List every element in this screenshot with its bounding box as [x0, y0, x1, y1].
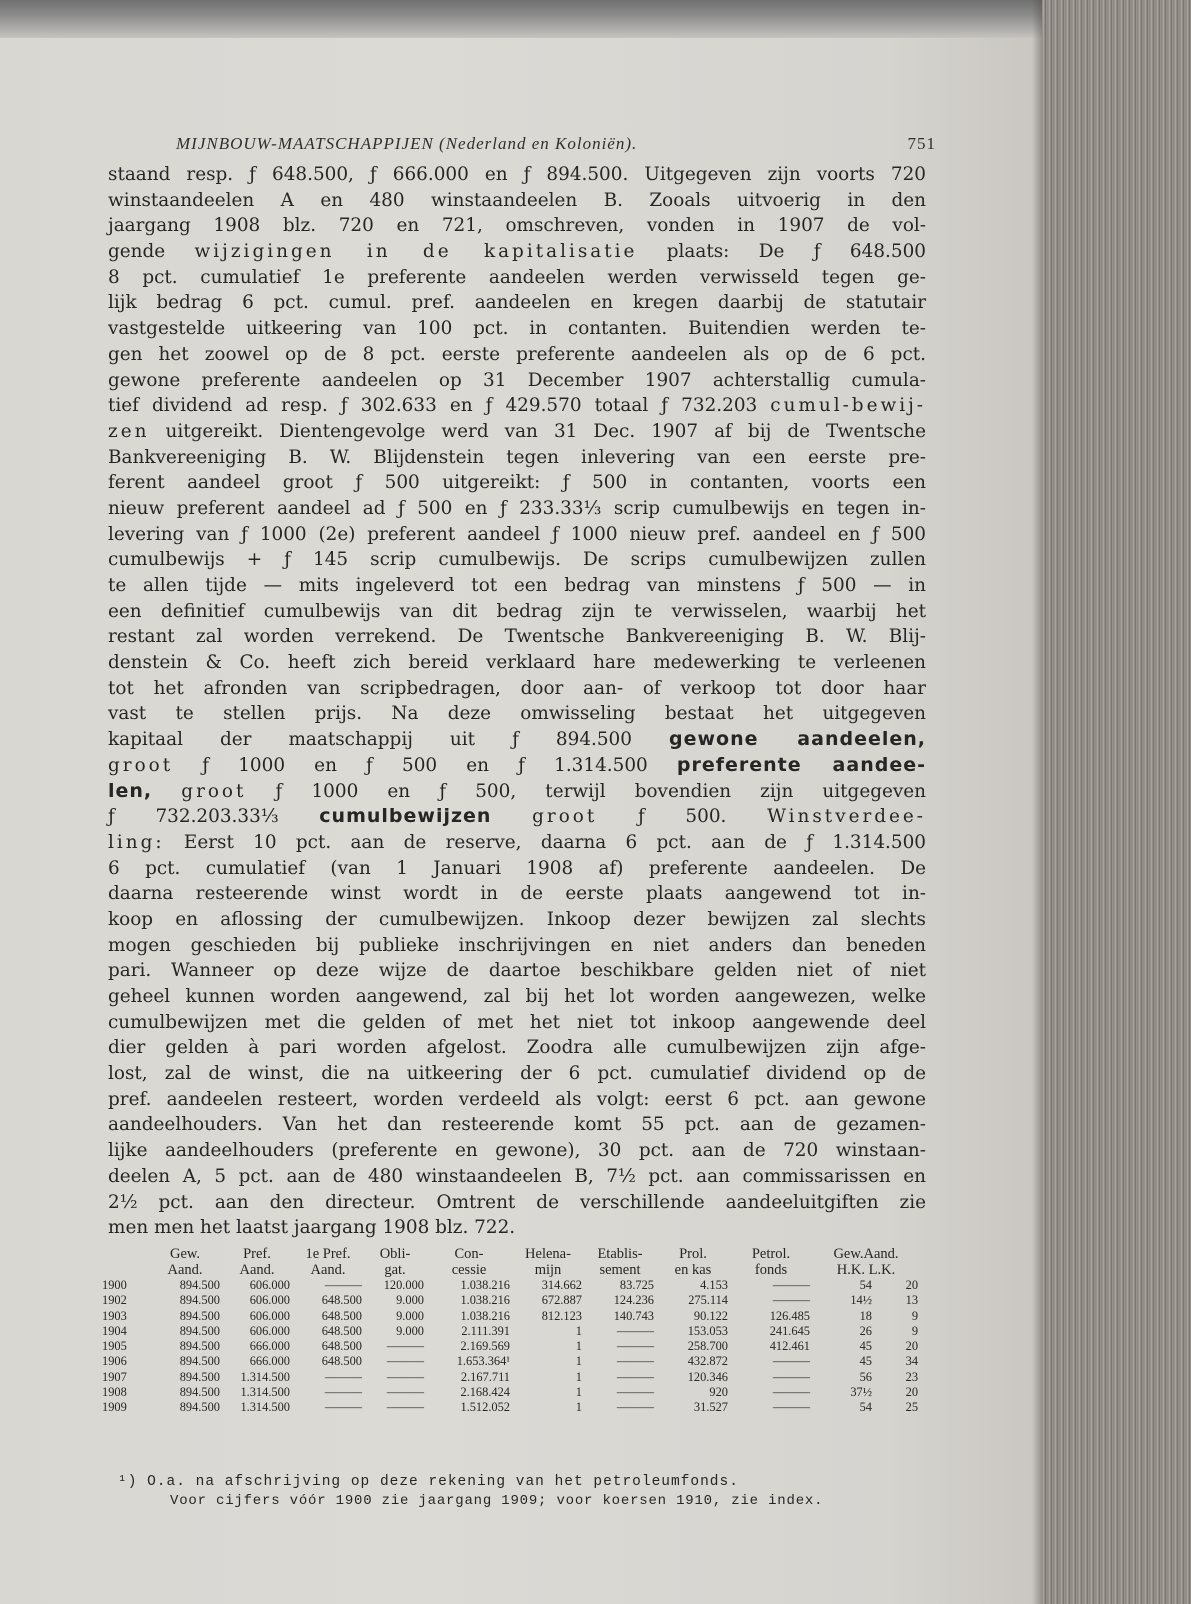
table-cell: 672.887: [541, 1293, 582, 1308]
table-cell: ———: [616, 1400, 654, 1415]
table-cell: 13: [905, 1293, 919, 1308]
body-line: [108, 162, 926, 188]
table-row: [100, 1293, 920, 1308]
table-cell: 9.000: [396, 1323, 424, 1338]
table-row: [100, 1278, 920, 1293]
body-line: [108, 1138, 926, 1164]
body-line: [108, 239, 926, 265]
year-cell: 1905: [102, 1339, 127, 1354]
table-cell: 1: [575, 1369, 582, 1384]
text-run: 2½ pct. aan den directeur. Omtrent de verschillende aandeeluitgiften zie: [108, 1191, 926, 1213]
table-cell: 258.700: [687, 1339, 728, 1354]
column-header: 1e Pref.: [305, 1246, 351, 1262]
table-cell: 126.485: [769, 1308, 810, 1323]
table-cell: 20: [905, 1339, 919, 1354]
body-line: [108, 599, 926, 625]
table-cell: 1.038.216: [460, 1293, 510, 1308]
bold-heading-text: len,: [108, 779, 153, 802]
table-cell: 4.153: [700, 1278, 728, 1292]
body-line: [108, 804, 926, 830]
text-run: cumulbewijzen met die gelden of met het niet tot inkoop aangewende deel: [108, 1011, 926, 1033]
table-cell: ———: [772, 1385, 810, 1400]
table-cell: 120.346: [687, 1369, 728, 1384]
running-head: [176, 134, 936, 158]
text-run: lijke aandeelhouders (preferente en gewone), 30 pct. aan de 720 winstaan-: [108, 1140, 926, 1162]
body-text: [108, 162, 926, 1262]
table-cell: 14½: [850, 1293, 872, 1308]
table-cell: ———: [386, 1369, 424, 1384]
text-run: [491, 806, 532, 827]
table-cell: 140.743: [613, 1308, 654, 1323]
footnote-2: Voor cijfers vóór 1900 zie jaargang 1909; voor koersen 1910, zie index.: [170, 1493, 824, 1509]
text-run: vastgestelde uitkeering van 100 pct. in contanten. Buitendien werden te-: [108, 318, 926, 340]
body-line: [108, 984, 926, 1010]
page-number: 751: [907, 134, 936, 153]
table-cell: ———: [324, 1400, 362, 1415]
table-cell: ———: [772, 1400, 810, 1415]
text-run: deelen A, 5 pct. aan de 480 winstaandeelen B, 7½ pct. aan commissarissen en: [108, 1165, 926, 1187]
body-line: [108, 958, 926, 984]
table-cell: 1.314.500: [240, 1385, 290, 1400]
table-cell: ———: [386, 1400, 424, 1415]
text-run: ƒ 500.: [597, 806, 768, 828]
table-cell: 26: [859, 1323, 872, 1338]
table-body: [100, 1278, 920, 1416]
table-cell: ———: [616, 1339, 654, 1354]
table-cell: 1.314.500: [240, 1400, 290, 1415]
spaced-text: groot: [532, 806, 598, 828]
spaced-text: zen: [108, 420, 150, 442]
text-run: lost, zal de winst, die na uitkeering der 6 pct. cumulatief dividend op de: [108, 1063, 926, 1085]
body-line: [108, 342, 926, 368]
table-cell: 153.053: [687, 1323, 728, 1338]
body-line: [108, 907, 926, 933]
table-cell: 920: [709, 1385, 728, 1400]
table-cell: 120.000: [383, 1278, 424, 1292]
table-cell: 2.111.391: [461, 1323, 510, 1338]
column-header: [100, 1246, 148, 1262]
table-cell: 894.500: [179, 1400, 220, 1415]
table-cell: ———: [386, 1385, 424, 1400]
column-header: cessie: [451, 1262, 487, 1278]
table-cell: 1.038.216: [460, 1278, 510, 1292]
table-cell: ———: [772, 1369, 810, 1384]
table-cell: 241.645: [769, 1323, 810, 1338]
table-cell: ———: [772, 1293, 810, 1308]
table-row: [100, 1400, 920, 1415]
text-run: Bankvereeniging B. W. Blijdenstein tegen inlevering van een eerste pre-: [108, 446, 926, 468]
column-header: Gew.Aand.: [833, 1246, 899, 1262]
table-cell: ———: [772, 1278, 810, 1292]
table-cell: 9: [911, 1308, 919, 1323]
text-run: tief dividend ad resp. ƒ 302.633 en ƒ 429.570 totaal ƒ 732.203: [108, 395, 771, 417]
table-cell: 54: [859, 1400, 872, 1415]
text-run: uitgereikt. Dientengevolge werd van 31 Dec. 1907 af bij de Twentsche: [149, 420, 926, 442]
table-cell: 606.000: [249, 1323, 290, 1338]
column-header: Aand.: [167, 1262, 203, 1278]
text-run: restant zal worden verrekend. De Twentsche Bankvereeniging B. W. Blij-: [108, 626, 926, 648]
body-line: [108, 1087, 926, 1113]
column-header: Obli-: [379, 1246, 411, 1262]
table-cell: 894.500: [179, 1308, 220, 1323]
table-cell: 812.123: [541, 1308, 582, 1323]
table-cell: 606.000: [249, 1293, 290, 1308]
text-run: nieuw preferent aandeel ad ƒ 500 en ƒ 233.33⅓ scrip cumulbewijs en tegen in-: [108, 497, 926, 519]
year-cell: 1908: [102, 1385, 127, 1400]
table-cell: ———: [324, 1385, 362, 1400]
body-line: [108, 856, 926, 882]
body-line: [108, 265, 926, 291]
column-header: Etablis-: [597, 1246, 643, 1262]
table-cell: 20: [905, 1385, 919, 1400]
body-line: [108, 393, 926, 419]
table-cell: 2.167.711: [460, 1369, 510, 1384]
body-line: [108, 1215, 926, 1241]
table-header-row: [100, 1262, 920, 1278]
column-header: Gew.: [169, 1246, 201, 1262]
body-line: [108, 547, 926, 573]
text-run: cumulbewijs + ƒ 145 scrip cumulbewijs. De scrips cumulbewijzen zullen: [108, 549, 926, 571]
year-cell: 1904: [102, 1323, 127, 1338]
body-line: [108, 445, 926, 471]
body-line: [108, 316, 926, 342]
table-cell: ———: [616, 1385, 654, 1400]
table-cell: 18: [859, 1308, 872, 1323]
table-header: [100, 1246, 920, 1278]
year-cell: 1907: [102, 1369, 127, 1384]
table-row: [100, 1354, 920, 1369]
text-run: staand resp. ƒ 648.500, ƒ 666.000 en ƒ 894.500. Uitgegeven zijn voorts 720: [108, 164, 926, 185]
body-line: [108, 213, 926, 239]
table-cell: 124.236: [613, 1293, 654, 1308]
body-line: [108, 933, 926, 959]
column-header: Aand.: [310, 1262, 346, 1278]
table-cell: 648.500: [321, 1323, 362, 1338]
spaced-text: ling:: [108, 831, 165, 853]
table-cell: 648.500: [321, 1354, 362, 1369]
body-line: [108, 1112, 926, 1138]
table-cell: 1: [575, 1323, 582, 1338]
column-header: Prol.: [679, 1246, 707, 1262]
text-run: mogen geschieden bij publieke inschrijvingen en niet anders dan beneden: [108, 934, 926, 956]
table-cell: 894.500: [179, 1278, 220, 1292]
page-top-shadow: [0, 0, 1042, 38]
column-header: H.K. L.K.: [836, 1262, 896, 1278]
body-line: [108, 881, 926, 907]
table-cell: 2.168.424: [460, 1385, 510, 1400]
body-line: [108, 290, 926, 316]
table-cell: 1: [575, 1354, 582, 1369]
table-cell: 314.662: [541, 1278, 582, 1292]
year-cell: 1902: [102, 1293, 127, 1308]
text-run: geheel kunnen worden aangewend, zal bij het lot worden aangewezen, welke: [108, 986, 926, 1007]
table-cell: 1: [575, 1385, 582, 1400]
spaced-text: cumul-bewij-: [770, 395, 926, 417]
text-run: koop en aflossing der cumulbewijzen. Inkoop dezer bewijzen zal slechts: [108, 908, 926, 930]
text-run: [152, 781, 181, 802]
text-run: gewone preferente aandeelen op 31 December 1907 achterstallig cumula-: [108, 369, 926, 391]
table-cell: 2.169.569: [460, 1339, 510, 1354]
bold-heading-text: cumulbewijzen: [319, 805, 492, 828]
table-cell: 1: [575, 1339, 582, 1354]
column-header: Petrol.: [751, 1246, 791, 1262]
table-cell: 648.500: [321, 1293, 362, 1308]
spaced-text: groot: [181, 780, 247, 802]
table-cell: 31.527: [693, 1400, 728, 1415]
spaced-text: Winstverdee-: [767, 806, 927, 828]
spaced-text: wijzigingen in de kapitalisatie: [194, 241, 638, 263]
table-cell: ———: [616, 1369, 654, 1384]
table-cell: 9: [911, 1323, 919, 1338]
table-cell: ———: [616, 1323, 654, 1338]
body-line: [108, 188, 926, 214]
table-cell: 275.114: [688, 1293, 728, 1308]
text-run: aandeelhouders. Van het dan resteerende komt 55 pct. aan de gezamen-: [108, 1114, 926, 1136]
table-row: [100, 1324, 920, 1339]
text-run: ƒ 1000 en ƒ 500 en ƒ 1.314.500: [173, 754, 677, 776]
table-cell: 894.500: [179, 1323, 220, 1338]
text-run: gen het zoowel op de 8 pct. eerste preferente aandeelen als op de 6 pct.: [108, 343, 926, 365]
column-header: [100, 1262, 148, 1278]
table-cell: 648.500: [321, 1339, 362, 1354]
table-cell: 894.500: [179, 1354, 220, 1369]
body-line: [108, 676, 926, 702]
bold-heading-text: preferente aandee-: [676, 753, 926, 776]
text-run: gende: [108, 241, 195, 263]
table-cell: 37½: [850, 1385, 872, 1400]
table-cell: 9.000: [396, 1308, 424, 1323]
table-cell: 666.000: [249, 1339, 290, 1354]
table-row: [100, 1385, 920, 1400]
text-run: lijk bedrag 6 pct. cumul. pref. aandeelen en kregen daarbij de statutair: [108, 292, 926, 314]
table-cell: 90.122: [693, 1308, 728, 1323]
table-cell: 45: [859, 1339, 872, 1354]
column-header: mijn: [534, 1262, 562, 1278]
body-line: [108, 624, 926, 650]
table-header-row: [100, 1246, 920, 1262]
column-header: en kas: [674, 1262, 712, 1278]
column-header: sement: [599, 1262, 641, 1278]
body-line: [108, 701, 926, 727]
table-cell: ———: [772, 1354, 810, 1369]
footnote-1: ¹) O.a. na afschrijving op deze rekening van het petroleumfonds.: [118, 1474, 739, 1490]
year-cell: 1900: [102, 1278, 127, 1292]
text-run: levering van ƒ 1000 (2e) preferent aandeel ƒ 1000 nieuw pref. aandeel en ƒ 500: [108, 523, 926, 545]
table-cell: 1.512.052: [460, 1400, 510, 1415]
table-cell: 20: [905, 1278, 919, 1292]
body-line: [108, 470, 926, 496]
table-row: [100, 1309, 920, 1324]
table-cell: 34: [905, 1354, 919, 1369]
table-cell: 1.038.216: [460, 1308, 510, 1323]
text-run: pari. Wanneer op deze wijze de daartoe beschikbare gelden niet of niet: [108, 960, 926, 982]
year-cell: 1906: [102, 1354, 127, 1369]
body-line: [108, 753, 926, 779]
body-line: [108, 830, 926, 856]
table-cell: 1: [575, 1400, 582, 1415]
column-header: fonds: [754, 1262, 788, 1278]
table-cell: 23: [905, 1369, 919, 1384]
table-cell: 45: [859, 1354, 872, 1369]
table-cell: 56: [859, 1369, 872, 1384]
table-cell: 648.500: [321, 1308, 362, 1323]
table-cell: 54: [859, 1278, 872, 1292]
table-row: [100, 1339, 920, 1354]
table-cell: ———: [324, 1278, 362, 1292]
column-header: gat.: [384, 1262, 406, 1278]
text-run: ƒ 732.203.33⅓: [108, 806, 320, 828]
text-run: dier gelden à pari worden afgelost. Zoodra alle cumulbewijzen zijn afge-: [108, 1037, 926, 1059]
table-cell: 606.000: [249, 1308, 290, 1323]
bold-heading-text: gewone aandeelen,: [669, 728, 926, 751]
text-run: kapitaal der maatschappij uit ƒ 894.500: [108, 729, 669, 751]
table-cell: 412.461: [769, 1339, 810, 1354]
column-header: Pref.: [243, 1246, 271, 1262]
body-line: [108, 1061, 926, 1087]
body-line: [108, 1190, 926, 1216]
table-cell: 83.725: [619, 1278, 654, 1292]
body-line: [108, 573, 926, 599]
table-cell: 1.314.500: [240, 1369, 290, 1384]
column-header: Aand.: [239, 1262, 275, 1278]
financial-table: [100, 1246, 920, 1471]
text-run: 6 pct. cumulatief (van 1 Januari 1908 af) preferente aandeelen. De: [108, 857, 926, 879]
body-line: [108, 522, 926, 548]
body-line: [108, 368, 926, 394]
table-cell: 606.000: [249, 1278, 290, 1292]
body-line: [108, 496, 926, 522]
text-run: winstaandeelen A en 480 winstaandeelen B. Zooals uitvoerig in den: [108, 189, 926, 211]
table-cell: 894.500: [179, 1369, 220, 1384]
text-run: pref. aandeelen resteert, worden verdeeld als volgt: eerst 6 pct. aan gewone: [108, 1088, 926, 1110]
running-head-title: MIJNBOUW-MAATSCHAPPIJEN (Nederland en Koloniën).: [176, 134, 638, 153]
text-run: ƒ 1000 en ƒ 500, terwijl bovendien zijn uitgegeven: [246, 780, 926, 802]
body-line: [108, 779, 926, 805]
text-run: ferent aandeel groot ƒ 500 uitgereikt: ƒ 500 in contanten, voorts een: [108, 472, 926, 494]
body-line: [108, 1035, 926, 1061]
text-run: plaats: De ƒ 648.500: [637, 241, 926, 263]
column-header: Con-: [454, 1246, 484, 1262]
spaced-text: groot: [108, 754, 174, 776]
text-run: Eerst 10 pct. aan de reserve, daarna 6 pct. aan de ƒ 1.314.500: [164, 831, 926, 853]
table-cell: 25: [905, 1400, 919, 1415]
table-cell: 1.653.364¹: [456, 1354, 510, 1369]
body-line: [108, 1010, 926, 1036]
table-cell: 894.500: [179, 1385, 220, 1400]
text-run: daarna resteerende winst wordt in de eerste plaats aangewend tot in-: [108, 883, 926, 905]
text-run: denstein & Co. heeft zich bereid verklaard hare medewerking te verleenen: [108, 652, 926, 674]
year-cell: 1909: [102, 1400, 127, 1415]
text-run: vast te stellen prijs. Na deze omwisseling bestaat het uitgegeven: [108, 703, 926, 725]
column-header: Helena-: [525, 1246, 571, 1262]
text-run: een definitief cumulbewijs van dit bedrag zijn te verwisselen, waarbij het: [108, 600, 926, 622]
table-row: [100, 1370, 920, 1385]
text-run: tot het afronden van scripbedragen, door aan- of verkoop tot door haar: [108, 677, 926, 699]
text-run: jaargang 1908 blz. 720 en 721, omschreven, vonden in 1907 de vol-: [108, 215, 926, 237]
table-cell: 894.500: [179, 1339, 220, 1354]
body-line: [108, 650, 926, 676]
table-cell: ———: [386, 1339, 424, 1354]
body-line: [108, 419, 926, 445]
table-cell: ———: [324, 1369, 362, 1384]
text-run: te allen tijde — mits ingeleverd tot een bedrag van minstens ƒ 500 — in: [108, 575, 926, 596]
table-cell: 666.000: [249, 1354, 290, 1369]
text-run: 8 pct. cumulatief 1e preferente aandeelen werden verwisseld tegen ge-: [108, 266, 926, 288]
table-cell: 9.000: [396, 1293, 424, 1308]
table-cell: 432.872: [687, 1354, 728, 1369]
body-line: [108, 1164, 926, 1190]
year-cell: 1903: [102, 1308, 127, 1323]
table-cell: ———: [386, 1354, 424, 1369]
body-line: [108, 727, 926, 753]
book-page-edges: [1042, 0, 1191, 1604]
table-cell: 894.500: [179, 1293, 220, 1308]
table-cell: ———: [616, 1354, 654, 1369]
text-run: men men het laatst jaargang 1908 blz. 722.: [108, 1217, 516, 1239]
